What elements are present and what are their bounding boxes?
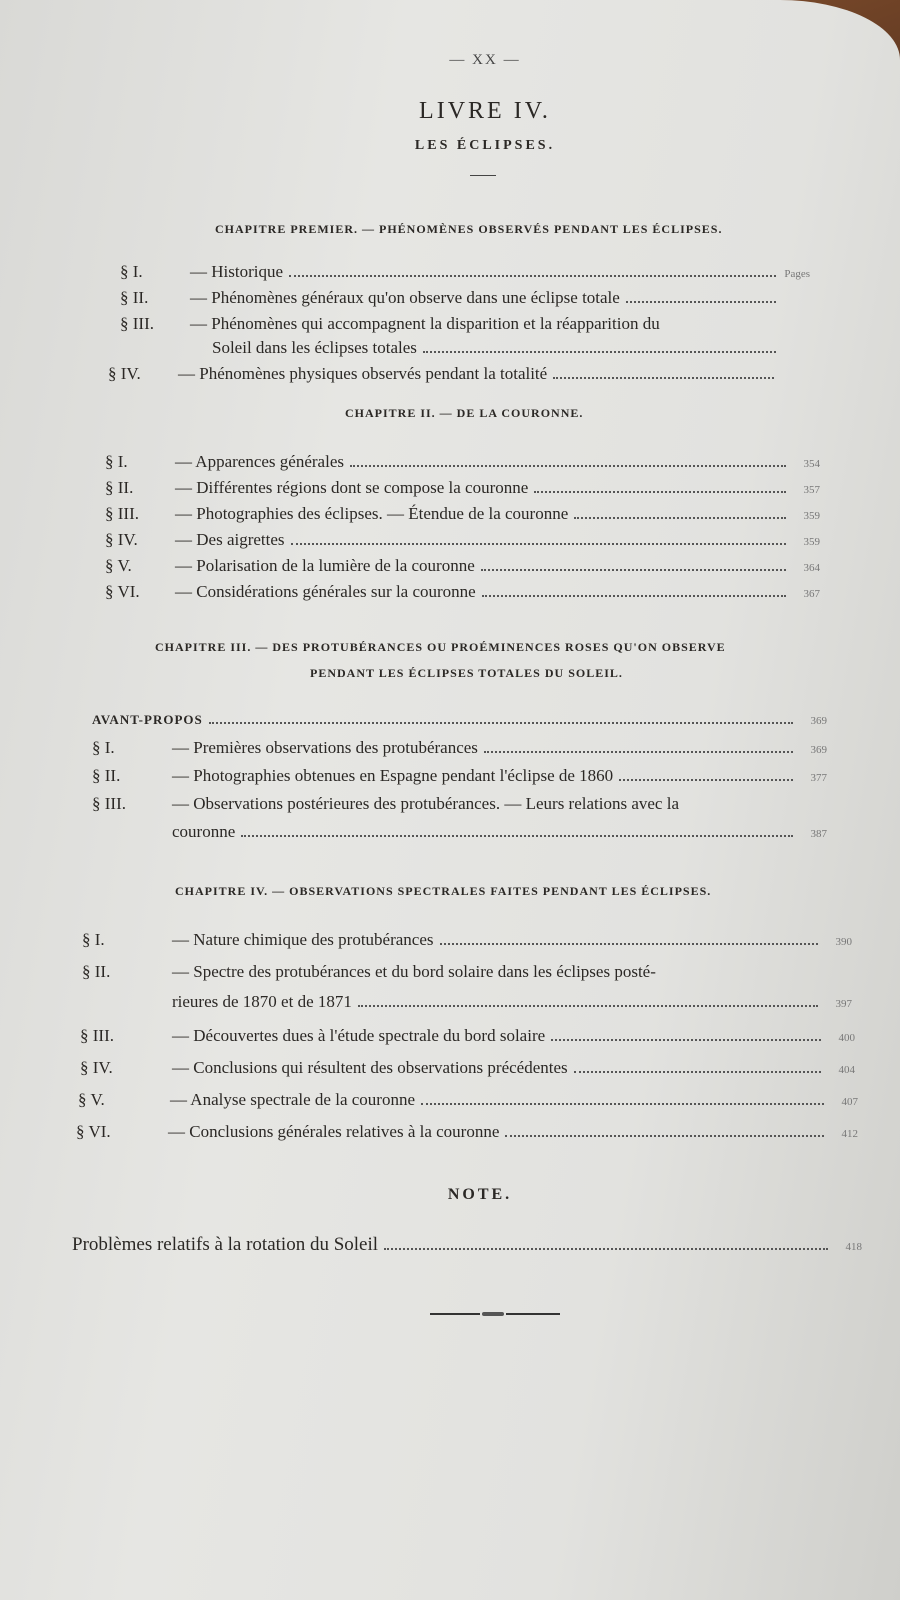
entry-number: § I. — [82, 930, 105, 949]
toc-entry[interactable] — [120, 262, 810, 282]
entry-text: — Considérations générales sur la couronne — [175, 582, 476, 601]
leader-dots — [358, 1005, 818, 1007]
toc-entry[interactable] — [105, 582, 820, 602]
entry-number: AVANT-PROPOS — [92, 712, 203, 727]
entry-text: — Apparences générales — [175, 452, 344, 471]
entry-page: 418 — [845, 1241, 862, 1253]
entry-text: — Nature chimique des protubérances — [172, 930, 434, 949]
chapter-1-title: CHAPITRE PREMIER. — PHÉNOMÈNES OBSERVÉS PENDANT LES ÉCLIPSES. — [215, 222, 723, 236]
entry-number: § VI. — [76, 1122, 111, 1141]
entry-page: 390 — [835, 936, 852, 948]
entry-number: § II. — [120, 288, 149, 307]
leader-dots — [384, 1248, 828, 1250]
toc-entry[interactable] — [105, 504, 820, 524]
leader-dots — [553, 377, 774, 379]
tailpiece-ornament — [430, 1312, 560, 1316]
entry-page: 407 — [841, 1096, 858, 1108]
entry-text: — Différentes régions dont se compose la couronne — [175, 478, 529, 497]
entry-page: 387 — [810, 828, 827, 840]
leader-dots — [440, 943, 818, 945]
entry-number: § IV. — [108, 364, 141, 383]
book-title: LIVRE IV. — [419, 98, 551, 124]
entry-text: — Conclusions générales relatives à la couronne — [168, 1122, 500, 1141]
entry-text: — Phénomènes qui accompagnent la disparition et la réapparition du — [190, 314, 660, 333]
folio: — XX — — [449, 52, 521, 68]
leader-dots — [619, 779, 793, 781]
entry-text: — Phénomènes physiques observés pendant la totalité — [178, 364, 548, 383]
leader-dots — [484, 751, 793, 753]
entry-number: § II. — [105, 478, 134, 497]
leader-dots — [482, 595, 786, 597]
toc-entry[interactable] — [120, 314, 810, 334]
entry-page: 357 — [803, 484, 820, 496]
toc-entry[interactable] — [105, 478, 820, 498]
entry-page: 404 — [838, 1064, 855, 1076]
leader-dots — [481, 569, 786, 571]
entry-text: — Découvertes dues à l'étude spectrale du bord solaire — [172, 1026, 546, 1045]
leader-dots — [209, 722, 793, 724]
entry-number: § IV. — [80, 1058, 113, 1077]
entry-text: rieures de 1870 et de 1871 — [172, 992, 352, 1011]
entry-number: § II. — [92, 766, 121, 785]
leader-dots — [574, 517, 786, 519]
entry-page: 354 — [803, 458, 820, 470]
leader-dots — [423, 351, 776, 353]
entry-number: § IV. — [105, 530, 138, 549]
entry-text: — Des aigrettes — [175, 530, 285, 549]
chapter-2-title: CHAPITRE II. — DE LA COURONNE. — [345, 406, 584, 420]
entry-text: — Conclusions qui résultent des observations précédentes — [172, 1058, 568, 1077]
entry-page: 359 — [803, 536, 820, 548]
chapter-3-title: CHAPITRE III. — DES PROTUBÉRANCES OU PROÉMINENCES ROSES QU'ON OBSERVE — [155, 640, 726, 654]
toc-entry-continuation[interactable] — [172, 822, 827, 842]
entry-text: — Spectre des protubérances et du bord solaire dans les éclipses posté- — [172, 962, 656, 981]
chapter-3-title-line2: PENDANT LES ÉCLIPSES TOTALES DU SOLEIL. — [310, 666, 623, 680]
chapter-4-title: CHAPITRE IV. — OBSERVATIONS SPECTRALES FAITES PENDANT LES ÉCLIPSES. — [175, 884, 712, 898]
toc-entry[interactable] — [108, 364, 808, 384]
toc-entry[interactable] — [78, 1090, 858, 1110]
toc-entry[interactable] — [92, 738, 827, 758]
note-title: NOTE. — [447, 1186, 513, 1203]
entry-number: § I. — [92, 738, 115, 757]
entry-text: — Polarisation de la lumière de la couronne — [175, 556, 475, 575]
entry-text: — Historique — [190, 262, 284, 281]
toc-entry[interactable] — [92, 712, 827, 728]
leader-dots — [505, 1135, 824, 1137]
toc-entry[interactable] — [80, 1058, 855, 1078]
entry-number: § III. — [120, 314, 154, 333]
entry-page: 367 — [803, 588, 820, 600]
entry-text: Soleil dans les éclipses totales — [212, 338, 417, 357]
entry-number: § III. — [80, 1026, 114, 1045]
title-rule — [470, 175, 496, 176]
entry-number: § II. — [82, 962, 111, 981]
toc-entry[interactable] — [82, 962, 852, 982]
entry-number: § I. — [105, 452, 128, 471]
entry-page: 400 — [838, 1032, 855, 1044]
toc-entry[interactable] — [80, 1026, 855, 1046]
toc-entry[interactable] — [92, 794, 827, 814]
entry-page: 369 — [810, 715, 827, 727]
entry-text: — Observations postérieures des protubérances. — Leurs relations avec la — [172, 794, 679, 813]
entry-text: — Photographies des éclipses. — Étendue de la couronne — [175, 504, 569, 523]
entry-text: Problèmes relatifs à la rotation du Soleil — [72, 1234, 379, 1255]
toc-entry[interactable] — [105, 556, 820, 576]
toc-entry[interactable] — [92, 766, 827, 786]
book-subtitle: LES ÉCLIPSES. — [414, 138, 556, 153]
entry-page: 412 — [841, 1128, 858, 1140]
toc-entry[interactable] — [105, 530, 820, 550]
leader-dots — [534, 491, 786, 493]
entry-page: 377 — [810, 772, 827, 784]
entry-number: § V. — [78, 1090, 105, 1109]
entry-number: § V. — [105, 556, 132, 575]
entry-number: § I. — [120, 262, 143, 281]
toc-entry[interactable] — [82, 930, 852, 950]
leader-dots — [350, 465, 786, 467]
leader-dots — [289, 275, 776, 277]
leader-dots — [551, 1039, 821, 1041]
entry-text: — Photographies obtenues en Espagne pendant l'éclipse de 1860 — [172, 766, 614, 785]
toc-entry-continuation[interactable] — [212, 338, 810, 358]
toc-entry-note[interactable] — [72, 1234, 862, 1256]
leader-dots — [291, 543, 786, 545]
entry-page: 397 — [835, 998, 852, 1010]
toc-entry[interactable] — [76, 1122, 858, 1142]
entry-number: § VI. — [105, 582, 140, 601]
entry-page: 359 — [803, 510, 820, 522]
entry-text: — Analyse spectrale de la couronne — [170, 1090, 415, 1109]
toc-entry[interactable] — [105, 452, 820, 472]
entry-page: 364 — [803, 562, 820, 574]
leader-dots — [421, 1103, 824, 1105]
toc-entry-continuation[interactable] — [172, 992, 852, 1012]
entry-number: § III. — [105, 504, 139, 523]
entry-page: 369 — [810, 744, 827, 756]
entry-text: couronne — [172, 822, 236, 841]
entry-number: § III. — [92, 794, 126, 813]
leader-dots — [626, 301, 776, 303]
entry-page: Pages — [784, 268, 810, 280]
leader-dots — [241, 835, 793, 837]
toc-entry[interactable] — [120, 288, 810, 308]
entry-text: — Premières observations des protubérances — [172, 738, 478, 757]
leader-dots — [574, 1071, 821, 1073]
entry-text: — Phénomènes généraux qu'on observe dans une éclipse totale — [190, 288, 620, 307]
